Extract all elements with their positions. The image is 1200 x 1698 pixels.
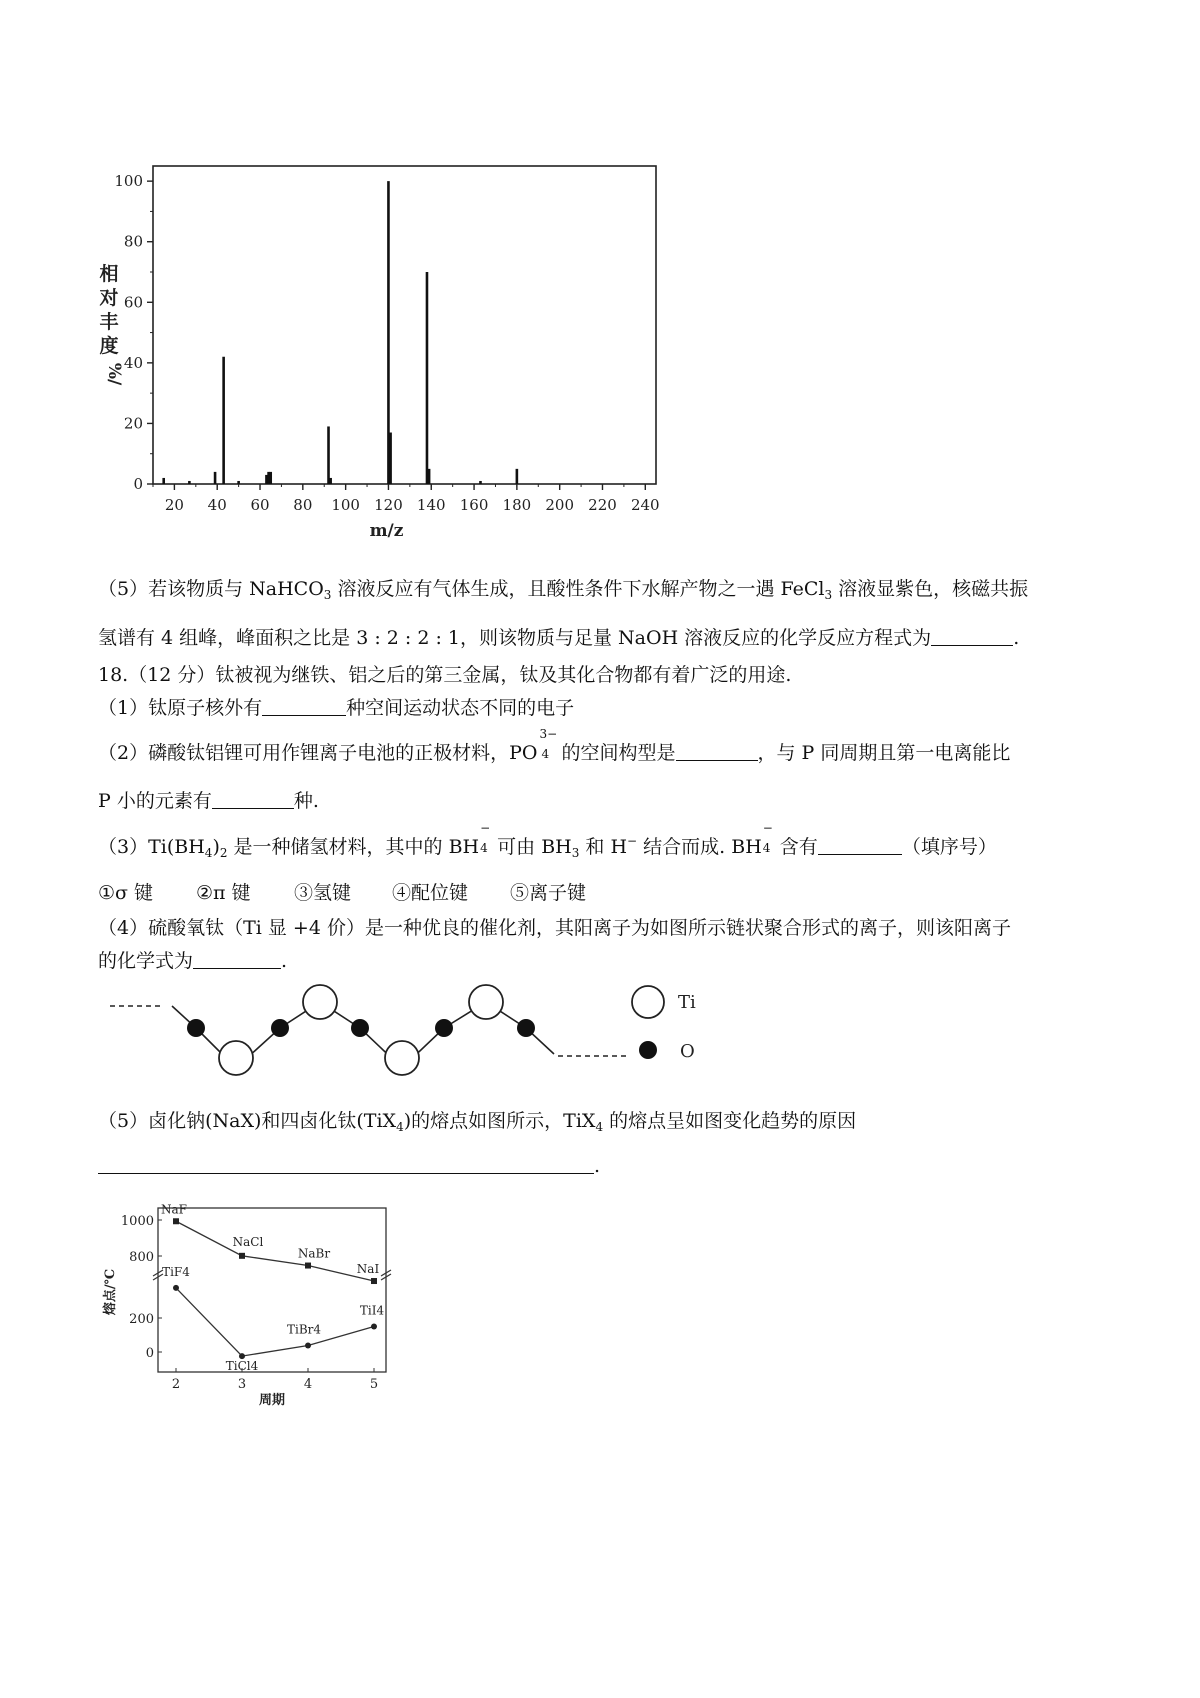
q18-2-text-d: P 小的元素有 bbox=[98, 790, 212, 812]
answer-blank[interactable] bbox=[931, 627, 1013, 646]
x-tick-label: 4 bbox=[303, 1377, 313, 1392]
y-axis-label-char: 丰 bbox=[99, 311, 119, 333]
x-tick-label: 100 bbox=[331, 496, 360, 514]
data-label: NaI bbox=[356, 1262, 380, 1277]
x-tick-label: 5 bbox=[369, 1377, 379, 1392]
ti-atom bbox=[303, 985, 337, 1019]
x-tick-label: 20 bbox=[164, 496, 184, 514]
q18-3-asub: 4 bbox=[204, 846, 213, 860]
y-tick-label: 0 bbox=[145, 1346, 154, 1361]
legend-o-label: O bbox=[680, 1041, 695, 1062]
q5-sub-2: 3 bbox=[824, 588, 833, 602]
data-point bbox=[239, 1253, 245, 1259]
x-tick-label: 40 bbox=[207, 496, 227, 514]
y-axis-label-char: 对 bbox=[99, 287, 119, 309]
q18-3-a: （3）Ti(BH bbox=[98, 836, 205, 858]
x-tick-label: 220 bbox=[588, 496, 617, 514]
y-axis-label: 熔点/℃ bbox=[103, 1268, 118, 1316]
q18-3 bbox=[98, 821, 997, 860]
q18-2-text-b: 的空间构型是 bbox=[555, 742, 676, 764]
x-axis-label: 周期 bbox=[258, 1393, 286, 1408]
y-tick-label: 100 bbox=[114, 172, 143, 191]
x-axis-label: m/z bbox=[369, 521, 404, 541]
y-tick-label: 20 bbox=[123, 414, 143, 433]
o-atom bbox=[517, 1019, 535, 1037]
data-label: TiBr4 bbox=[286, 1322, 322, 1337]
x-tick-label: 160 bbox=[459, 496, 489, 514]
x-tick-label: 60 bbox=[250, 496, 270, 514]
y-tick-label: 40 bbox=[123, 353, 143, 372]
q18-2-text-a: （2）磷酸钛铝锂可用作锂离子电池的正极材料，PO bbox=[98, 742, 538, 764]
data-label: NaF bbox=[161, 1202, 187, 1217]
q18-5-bsub: 4 bbox=[595, 1120, 604, 1134]
q18-2-text-c: ，与 P 同周期且第一电离能比 bbox=[757, 742, 1011, 764]
q5-sub-1: 3 bbox=[323, 588, 332, 602]
q18-3-bsub: 2 bbox=[219, 846, 228, 860]
q18-title: 18.（12 分）钛被视为继铁、铝之后的第三金属，钛及其化合物都有着广泛的用途. bbox=[98, 664, 792, 686]
x-tick-label: 80 bbox=[293, 496, 313, 514]
bh4-sub-2: 4 bbox=[762, 841, 771, 855]
answer-blank[interactable] bbox=[676, 742, 758, 761]
answer-blank[interactable] bbox=[98, 1155, 594, 1174]
x-tick-label: 2 bbox=[171, 1377, 181, 1392]
q5-text-1: （5）若该物质与 NaHCO bbox=[98, 578, 324, 600]
plot-frame bbox=[153, 166, 656, 484]
y-tick-label: 1000 bbox=[120, 1214, 154, 1229]
o-atom bbox=[187, 1019, 205, 1037]
q18-3-e: 和 H bbox=[579, 836, 628, 858]
q18-4-line2 bbox=[98, 946, 287, 973]
q18-3-c: 是一种储氢材料，其中的 BH bbox=[227, 836, 480, 858]
y-axis-label-unit: %/ bbox=[104, 362, 124, 386]
q18-5-line bbox=[98, 1106, 856, 1134]
q5-text-3: 溶液显紫色，核磁共振 bbox=[832, 578, 1029, 600]
q18-3-b: ) bbox=[212, 836, 220, 858]
q18-1-text-b: 种空间运动状态不同的电子 bbox=[346, 697, 575, 719]
po4-sub: 4 bbox=[541, 747, 550, 761]
q5-end: . bbox=[1013, 627, 1020, 649]
o-atom bbox=[271, 1019, 289, 1037]
o-atom bbox=[351, 1019, 369, 1037]
option-coordinate-bond: ④配位键 bbox=[392, 882, 469, 904]
q5-text-2: 溶液反应有气体生成，且酸性条件下水解产物之一遇 FeCl bbox=[331, 578, 825, 600]
data-label: TiI4 bbox=[359, 1303, 385, 1318]
option-sigma-bond: ①σ 键 bbox=[98, 882, 154, 904]
q18-3-h: （填序号） bbox=[901, 836, 997, 858]
q5-line1 bbox=[98, 574, 1028, 602]
q18-3-g: 含有 bbox=[773, 836, 818, 858]
plot-frame bbox=[158, 1208, 386, 1372]
q18-4-text: 的化学式为 bbox=[98, 950, 194, 972]
q5-text-4: 氢谱有 4 组峰，峰面积之比是 3 : 2 : 2 : 1，则该物质与足量 NaOH 溶液反应的化学反应方程式为 bbox=[98, 627, 932, 649]
option-pi-bond: ②π 键 bbox=[196, 882, 251, 904]
q5-line2 bbox=[98, 623, 1019, 650]
y-tick-label: 0 bbox=[133, 475, 143, 493]
q18-3-options bbox=[98, 878, 586, 905]
po4-charge bbox=[537, 727, 558, 761]
ti-atom bbox=[385, 1041, 419, 1075]
q18-3-d: 可由 BH bbox=[491, 836, 572, 858]
data-label: TiCl4 bbox=[225, 1359, 259, 1374]
q18-5-c: 的熔点呈如图变化趋势的原因 bbox=[603, 1110, 857, 1132]
q18-5-asub: 4 bbox=[396, 1120, 404, 1134]
q18-4-end: . bbox=[281, 950, 288, 972]
legend-ti-symbol bbox=[632, 986, 664, 1018]
y-axis-label-char: 相 bbox=[99, 263, 119, 285]
legend-o-symbol bbox=[639, 1041, 657, 1059]
data-point bbox=[173, 1285, 179, 1291]
q18-3-dsub: 3 bbox=[571, 846, 580, 860]
bh4-sup: − bbox=[480, 821, 491, 835]
q18-1 bbox=[98, 693, 574, 720]
bh4-sub: 4 bbox=[480, 841, 488, 855]
answer-blank[interactable] bbox=[212, 790, 294, 809]
data-point bbox=[305, 1263, 311, 1269]
y-tick-label: 80 bbox=[123, 232, 143, 251]
data-point bbox=[371, 1324, 377, 1330]
data-point bbox=[371, 1278, 377, 1284]
data-label: NaCl bbox=[232, 1234, 264, 1249]
option-hydrogen-bond: ③氢键 bbox=[294, 882, 352, 904]
answer-blank[interactable] bbox=[193, 950, 281, 969]
y-tick-label: 60 bbox=[123, 293, 143, 312]
q18-5-answer-line bbox=[98, 1155, 600, 1177]
q18-2-line2 bbox=[98, 786, 319, 813]
legend-ti-label: Ti bbox=[678, 992, 696, 1013]
q18-5-a: （5）卤化钠(NaX)和四卤化钛(TiX bbox=[98, 1110, 397, 1132]
data-point bbox=[173, 1218, 179, 1224]
data-label: NaBr bbox=[297, 1246, 331, 1261]
option-ionic-bond: ⑤离子键 bbox=[510, 882, 587, 904]
bh4-charge-2 bbox=[762, 821, 774, 855]
ti-atom bbox=[469, 985, 503, 1019]
q18-2-line1 bbox=[98, 727, 1011, 765]
q18-5-b: )的熔点如图所示，TiX bbox=[403, 1110, 596, 1132]
q18-5-end: . bbox=[594, 1155, 601, 1177]
x-tick-label: 240 bbox=[630, 496, 660, 514]
x-tick-label: 180 bbox=[502, 496, 532, 514]
melting-point-svg bbox=[100, 1200, 420, 1410]
q18-3-f: 结合而成. BH bbox=[637, 836, 762, 858]
po4-sup: 3− bbox=[539, 727, 558, 741]
y-tick-label: 200 bbox=[129, 1312, 154, 1327]
ti-atom bbox=[219, 1041, 253, 1075]
o-atom bbox=[435, 1019, 453, 1037]
x-tick-label: 200 bbox=[545, 496, 575, 514]
bh4-charge-1 bbox=[479, 821, 491, 855]
bh4-sup-2: − bbox=[762, 821, 773, 835]
x-tick-label: 120 bbox=[374, 496, 403, 514]
q18-2-text-e: 种. bbox=[293, 790, 319, 812]
h-sup: − bbox=[627, 834, 638, 848]
mass-spectrum-svg bbox=[90, 150, 710, 570]
x-tick-label: 3 bbox=[237, 1377, 247, 1392]
y-axis-label-char: 度 bbox=[99, 335, 119, 357]
data-label: TiF4 bbox=[162, 1264, 190, 1279]
y-tick-label: 800 bbox=[129, 1250, 154, 1265]
answer-blank[interactable] bbox=[262, 697, 346, 716]
x-tick-label: 140 bbox=[416, 496, 446, 514]
data-point bbox=[305, 1343, 311, 1349]
q18-1-text-a: （1）钛原子核外有 bbox=[98, 697, 263, 719]
series-line bbox=[176, 1288, 374, 1356]
q18-4-line1: （4）硫酸氧钛（Ti 显 +4 价）是一种优良的催化剂，其阳离子为如图所示链状聚合形式的离子，则该阳离子 bbox=[98, 917, 1011, 939]
answer-blank[interactable] bbox=[818, 836, 902, 855]
series-line bbox=[176, 1221, 374, 1281]
ti-o-chain-diagram bbox=[100, 980, 740, 1090]
